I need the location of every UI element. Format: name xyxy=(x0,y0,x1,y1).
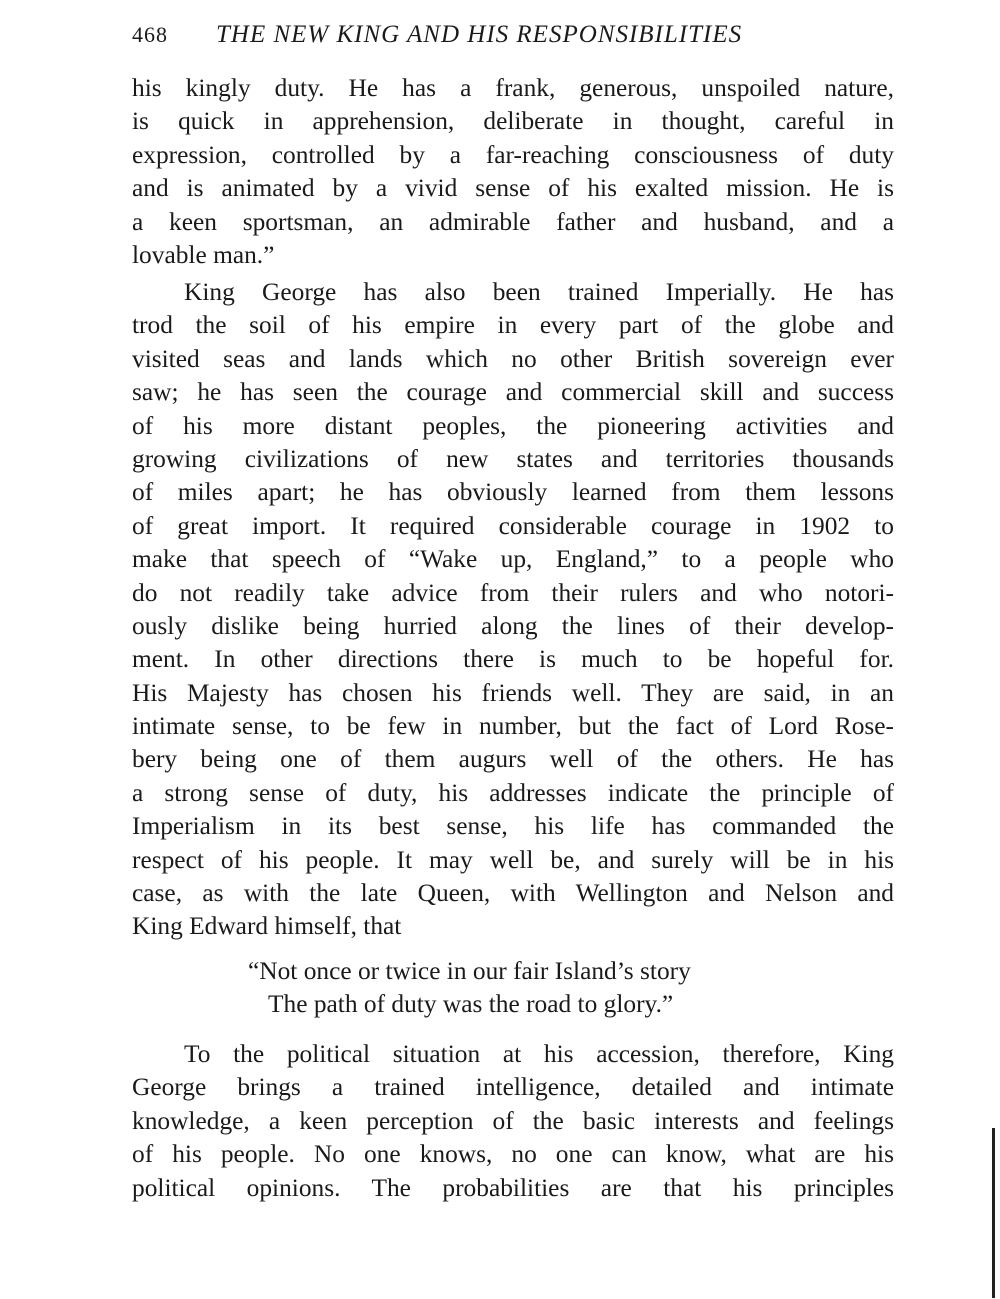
text-line: growing civilizations of new states and territories thousands xyxy=(132,444,894,473)
text-line: do not readily take advice from their rulers and who notori- xyxy=(132,578,894,607)
text-line: of great import. It required considerable courage in 1902 to xyxy=(132,511,894,540)
text-line: Imperialism in its best sense, his life has commanded the xyxy=(132,812,894,841)
text-line: ment. In other directions there is much to be hopeful for. xyxy=(132,645,894,674)
text-line: case, as with the late Queen, with Wellington and Nelson and xyxy=(132,879,894,908)
text-line: of his people. No one knows, no one can know, what are his xyxy=(132,1140,894,1169)
text-line: political opinions. The probabilities are that his principles xyxy=(132,1173,894,1202)
text-line: of miles apart; he has obviously learned from them lessons xyxy=(132,478,894,507)
paragraph-king-george xyxy=(132,276,894,944)
text-line: ously dislike being hurried along the lines of their develop- xyxy=(132,611,894,640)
text-line: To the political situation at his accession, therefore, King xyxy=(184,1040,894,1068)
text-line: saw; he has seen the courage and commercial skill and success xyxy=(132,378,894,407)
text-line: King George has also been trained Imperially. He has xyxy=(184,278,894,306)
page-header xyxy=(132,18,902,52)
text-line: make that speech of “Wake up, England,” to a people who xyxy=(132,545,894,574)
text-line: visited seas and lands which no other British sovereign ever xyxy=(132,344,894,373)
text-line: King Edward himself, that xyxy=(132,912,402,941)
paragraph-continued xyxy=(132,72,894,272)
text-line: trod the soil of his empire in every part of the globe and xyxy=(132,311,894,340)
verse-quotation xyxy=(248,955,808,1022)
scan-edge-mark xyxy=(992,1128,995,1298)
text-line: respect of his people. It may well be, and surely will be in his xyxy=(132,845,894,874)
page-number: 468 xyxy=(132,22,168,47)
text-line: and is animated by a vivid sense of his exalted mission. He is xyxy=(132,174,894,203)
text-line: his kingly duty. He has a frank, generous, unspoiled nature, xyxy=(132,74,894,102)
verse-line: “Not once or twice in our fair Island’s story xyxy=(248,957,691,985)
text-line: of his more distant peoples, the pioneering activities and xyxy=(132,411,894,440)
verse-line: The path of duty was the road to glory.” xyxy=(268,990,674,1019)
text-line: lovable man.” xyxy=(132,240,275,269)
text-line: knowledge, a keen perception of the basic interests and feelings xyxy=(132,1106,894,1135)
text-line: a keen sportsman, an admirable father and husband, and a xyxy=(132,207,894,236)
text-line: expression, controlled by a far-reaching consciousness of duty xyxy=(132,140,894,169)
text-line: His Majesty has chosen his friends well. They are said, in an xyxy=(132,678,894,707)
running-head: THE NEW KING AND HIS RESPONSIBILITIES xyxy=(216,21,743,48)
text-line: George brings a trained intelligence, detailed and intimate xyxy=(132,1073,894,1102)
text-line: intimate sense, to be few in number, but the fact of Lord Rose- xyxy=(132,712,894,741)
text-line: a strong sense of duty, his addresses indicate the principle of xyxy=(132,778,894,807)
paragraph-political-situation xyxy=(132,1038,894,1205)
text-line: is quick in apprehension, deliberate in thought, careful in xyxy=(132,107,894,136)
text-line: bery being one of them augurs well of the others. He has xyxy=(132,745,894,774)
